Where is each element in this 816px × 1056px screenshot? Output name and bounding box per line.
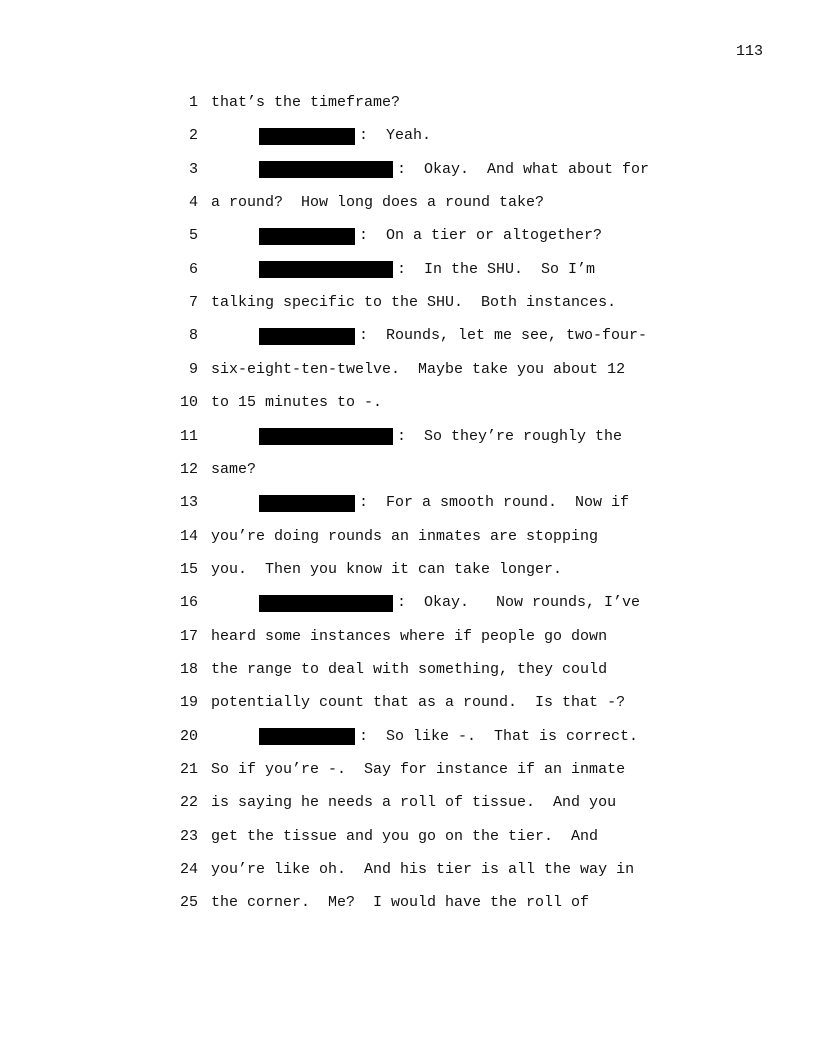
transcript-line [0,293,816,313]
redacted-speaker-name [259,128,355,145]
transcript-line [0,126,816,146]
line-number: 12 [179,460,198,478]
line-number: 23 [179,827,198,845]
line-number: 18 [179,660,198,678]
line-number: 25 [179,894,198,912]
transcript-line [0,627,816,647]
line-number: 15 [179,560,198,578]
line-text: that’s the timeframe? [211,94,401,111]
line-text: heard some instances where if people go down [211,627,608,645]
transcript-line [0,660,816,680]
line-number: 16 [179,594,198,612]
line-number: 9 [188,360,198,378]
speaker-turn [259,126,431,146]
transcript-line [0,560,816,580]
speech-text: : So they’re roughly the [397,427,623,445]
transcript-line [0,160,816,180]
transcript-line [0,527,816,547]
transcript-line [0,860,816,880]
redacted-speaker-name [259,495,355,512]
speech-text: : So like -. That is correct. [359,727,639,745]
line-number: 5 [188,227,198,245]
line-number: 3 [188,160,198,178]
transcript-line [0,226,816,246]
line-number: 14 [179,527,198,545]
redacted-speaker-name [259,261,393,278]
line-number: 24 [179,861,198,879]
line-text: same? [211,460,257,478]
transcript-line [0,760,816,780]
line-number: 4 [188,194,198,212]
line-number: 19 [179,694,198,712]
transcript-line [0,326,816,346]
speech-text: : For a smooth round. Now if [359,494,630,512]
redacted-speaker-name [259,595,393,612]
speaker-turn [259,593,640,613]
redacted-speaker-name [259,328,355,345]
line-number: 8 [188,327,198,345]
transcript-line [0,360,816,380]
speech-text: : Okay. And what about for [397,160,650,178]
line-number: 13 [179,494,198,512]
speaker-turn [259,727,638,747]
redacted-speaker-name [259,228,355,245]
transcript-line [0,893,816,913]
line-text: you. Then you know it can take longer. [211,560,563,578]
transcript-line [0,727,816,747]
line-text: a round? How long does a round take? [211,194,545,212]
speech-text: : In the SHU. So I’m [397,260,596,278]
line-number: 21 [179,761,198,778]
speech-text: : Rounds, let me see, two-four- [359,327,648,345]
speaker-turn [259,427,622,447]
line-number: 2 [188,127,198,145]
line-text: get the tissue and you go on the tier. And [211,827,599,845]
transcript-line [0,493,816,513]
line-text: So if you’re -. Say for instance if an inmate [211,761,626,778]
transcript-line [0,793,816,813]
line-text: six-eight-ten-twelve. Maybe take you about 12 [211,360,626,378]
line-number: 17 [179,627,198,645]
line-text: to 15 minutes to -. [211,394,383,412]
redacted-speaker-name [259,161,393,178]
transcript-line [0,193,816,213]
transcript-line [0,93,816,113]
line-number: 7 [188,294,198,312]
line-number: 22 [179,794,198,812]
transcript-line [0,593,816,613]
transcript-line [0,427,816,447]
line-number: 11 [179,427,198,445]
transcript-line [0,460,816,480]
redacted-speaker-name [259,728,355,745]
speaker-turn [259,260,595,280]
speaker-turn [259,493,629,513]
line-number: 10 [179,394,198,412]
speaker-turn [259,326,647,346]
transcript-line [0,693,816,713]
line-text: is saying he needs a roll of tissue. And you [211,794,617,812]
speech-text: : Okay. Now rounds, I’ve [397,594,641,612]
transcript-line [0,393,816,413]
line-text: the corner. Me? I would have the roll of [211,894,590,912]
line-text: you’re doing rounds an inmates are stopping [211,527,599,545]
line-text: talking specific to the SHU. Both instances. [211,294,617,312]
speech-text: : On a tier or altogether? [359,227,603,245]
transcript-line [0,827,816,847]
line-text: you’re like oh. And his tier is all the way in [211,861,635,879]
line-number: 1 [188,94,198,111]
transcript-line [0,260,816,280]
line-number: 6 [188,260,198,278]
speaker-turn [259,160,649,180]
line-text: the range to deal with something, they could [211,660,608,678]
line-text: potentially count that as a round. Is that -? [211,694,626,712]
page-number: 113 [735,43,763,60]
speech-text: : Yeah. [359,127,432,145]
redacted-speaker-name [259,428,393,445]
line-number: 20 [179,727,198,745]
speaker-turn [259,226,602,246]
